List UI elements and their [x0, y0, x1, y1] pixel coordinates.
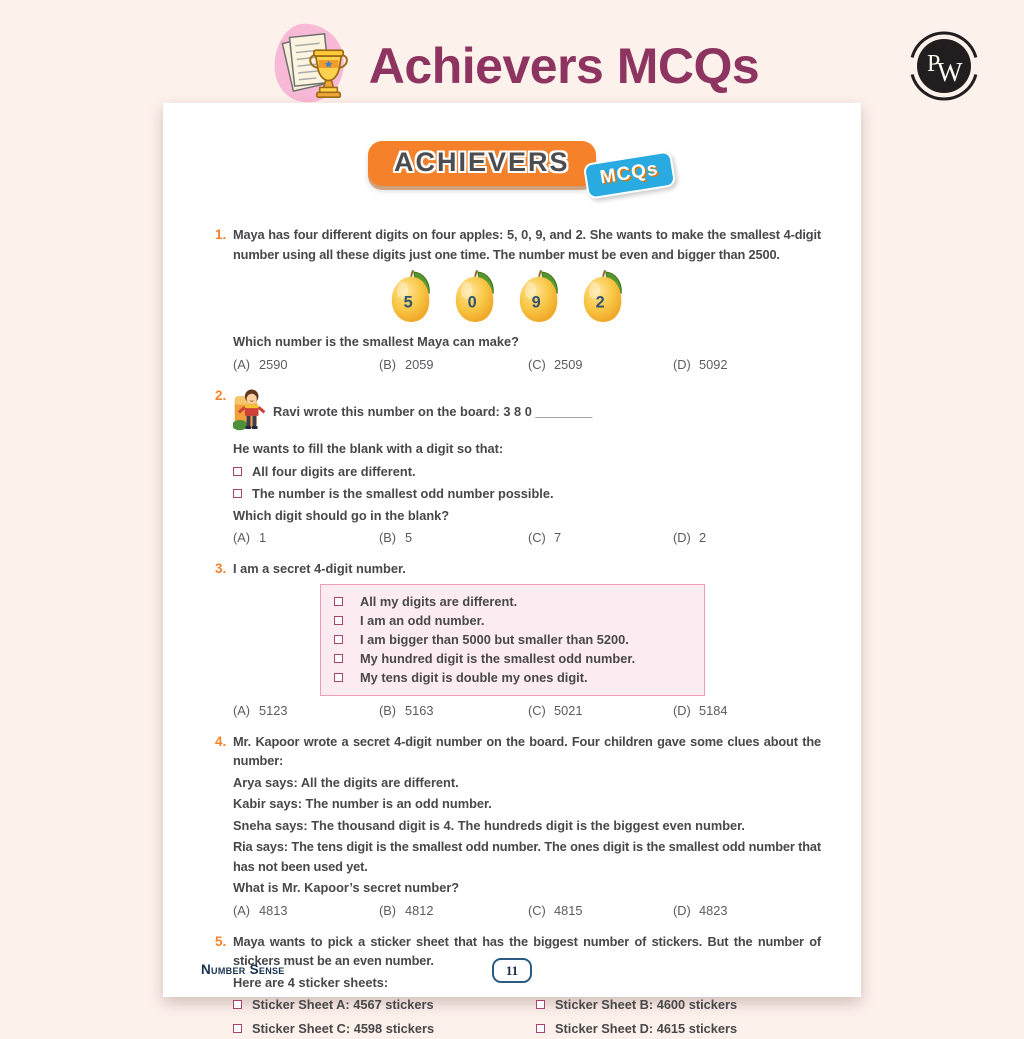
pw-logo: [908, 30, 980, 107]
achievers-badge: [368, 141, 668, 195]
question-line: Here are 4 sticker sheets:: [233, 973, 821, 993]
clue-item: My tens digit is double my ones digit.: [334, 668, 694, 687]
option-b: (B) 2059: [379, 356, 528, 374]
checkbox-bullet-icon: [334, 654, 343, 663]
mango-digit: 0: [468, 294, 477, 312]
clue-item: I am an odd number.: [334, 611, 694, 630]
options-row: [233, 529, 821, 547]
option-d: (D) 5092: [673, 356, 821, 374]
question-text: I am a secret 4-digit number.: [233, 559, 821, 579]
options-row: [233, 356, 821, 374]
option-a: (A) 4813: [233, 902, 379, 920]
mango-icon: [515, 267, 563, 327]
page-title: Achievers MCQs: [369, 37, 759, 95]
question-3: [215, 559, 821, 727]
sticker-sheets-grid: [233, 994, 821, 1039]
question-line: He wants to fill the blank with a digit so that:: [233, 439, 821, 459]
mango-icon: [387, 267, 435, 327]
question-text: Ravi wrote this number on the board: 3 8 0 ________: [273, 402, 592, 422]
question-prompt: Which number is the smallest Maya can make?: [233, 332, 821, 352]
question-2: [215, 386, 821, 555]
sticker-sheet-item: Sticker Sheet D: 4615 stickers: [536, 1019, 821, 1038]
mango-icon: [579, 267, 627, 327]
question-4: [215, 732, 821, 927]
checkbox-bullet-icon: [233, 467, 242, 476]
options-row: [233, 902, 821, 920]
question-prompt: What is Mr. Kapoor’s secret number?: [233, 878, 821, 898]
mango-icon: [451, 267, 499, 327]
question-5: [215, 932, 821, 1039]
page-number: 11: [506, 963, 518, 979]
option-a: (A) 1: [233, 529, 379, 547]
condition-item: All four digits are different.: [233, 462, 821, 481]
banner-header: [0, 20, 1024, 111]
achievers-badge-label: ACHIEVERS: [394, 147, 570, 177]
mango-digits-row: [233, 267, 781, 327]
condition-item: The number is the smallest odd number possible.: [233, 484, 821, 503]
mcqs-badge-tag: [583, 150, 676, 199]
checkbox-bullet-icon: [334, 673, 343, 682]
checkbox-bullet-icon: [334, 635, 343, 644]
chapter-name: Number Sense: [201, 962, 285, 977]
checkbox-bullet-icon: [233, 489, 242, 498]
clue-item: My hundred digit is the smallest odd number.: [334, 649, 694, 668]
question-text: Mr. Kapoor wrote a secret 4-digit number on the board. Four children gave some clues about the number:: [233, 732, 821, 771]
mango-digit: 2: [596, 294, 605, 312]
option-a: (A) 5123: [233, 702, 379, 720]
achievers-badge-main: [368, 141, 596, 186]
checkbox-bullet-icon: [536, 1024, 545, 1033]
question-number: 4.: [215, 732, 233, 927]
checkbox-bullet-icon: [334, 616, 343, 625]
question-text: Maya has four different digits on four apples: 5, 0, 9, and 2. She wants to make the smallest 4-digit number using all these digits just one time. The number must be even and bigger than 2500.: [233, 225, 821, 264]
question-number: 1.: [215, 225, 233, 381]
mango-digit: 5: [404, 294, 413, 312]
question-number: 2.: [215, 386, 233, 555]
mango-digit: 9: [532, 294, 541, 312]
option-b: (B) 5163: [379, 702, 528, 720]
checkbox-bullet-icon: [233, 1024, 242, 1033]
clue-line: Ria says: The tens digit is the smallest odd number. The ones digit is the smallest odd number that has not been used yet.: [233, 837, 821, 876]
mcqs-badge-label: MCQs: [599, 159, 660, 189]
checkbox-bullet-icon: [334, 597, 343, 606]
clue-line: Arya says: All the digits are different.: [233, 773, 821, 793]
option-d: (D) 4823: [673, 902, 821, 920]
option-c: (C) 7: [528, 529, 673, 547]
question-1: [215, 225, 821, 381]
clue-item: I am bigger than 5000 but smaller than 5200.: [334, 630, 694, 649]
sticker-sheet-item: Sticker Sheet A: 4567 stickers: [233, 995, 536, 1014]
page-number-badge: [492, 958, 532, 983]
question-number: 3.: [215, 559, 233, 727]
option-c: (C) 2509: [528, 356, 673, 374]
checkbox-bullet-icon: [536, 1000, 545, 1009]
option-a: (A) 2590: [233, 356, 379, 374]
option-c: (C) 5021: [528, 702, 673, 720]
clue-line: Kabir says: The number is an odd number.: [233, 794, 821, 814]
option-d: (D) 2: [673, 529, 821, 547]
sticker-sheet-item: Sticker Sheet B: 4600 stickers: [536, 995, 821, 1014]
sticker-sheet-item: Sticker Sheet C: 4598 stickers: [233, 1019, 536, 1038]
question-number: 5.: [215, 932, 233, 1039]
question-prompt: Which digit should go in the blank?: [233, 506, 821, 526]
clue-item: All my digits are different.: [334, 592, 694, 611]
svg-text:P: P: [927, 51, 940, 77]
papers-trophy-icon: [265, 20, 353, 111]
question-text: Maya wants to pick a sticker sheet that has the biggest number of stickers. But the number of stickers must be an even number.: [233, 932, 821, 971]
checkbox-bullet-icon: [233, 1000, 242, 1009]
svg-text:W: W: [937, 57, 963, 87]
option-b: (B) 5: [379, 529, 528, 547]
boy-illustration: [233, 386, 267, 438]
worksheet-page: [163, 103, 861, 997]
option-d: (D) 5184: [673, 702, 821, 720]
clue-line: Sneha says: The thousand digit is 4. The hundreds digit is the biggest even number.: [233, 816, 821, 836]
clue-box: [320, 584, 705, 696]
options-row: [233, 702, 821, 720]
option-b: (B) 4812: [379, 902, 528, 920]
option-c: (C) 4815: [528, 902, 673, 920]
